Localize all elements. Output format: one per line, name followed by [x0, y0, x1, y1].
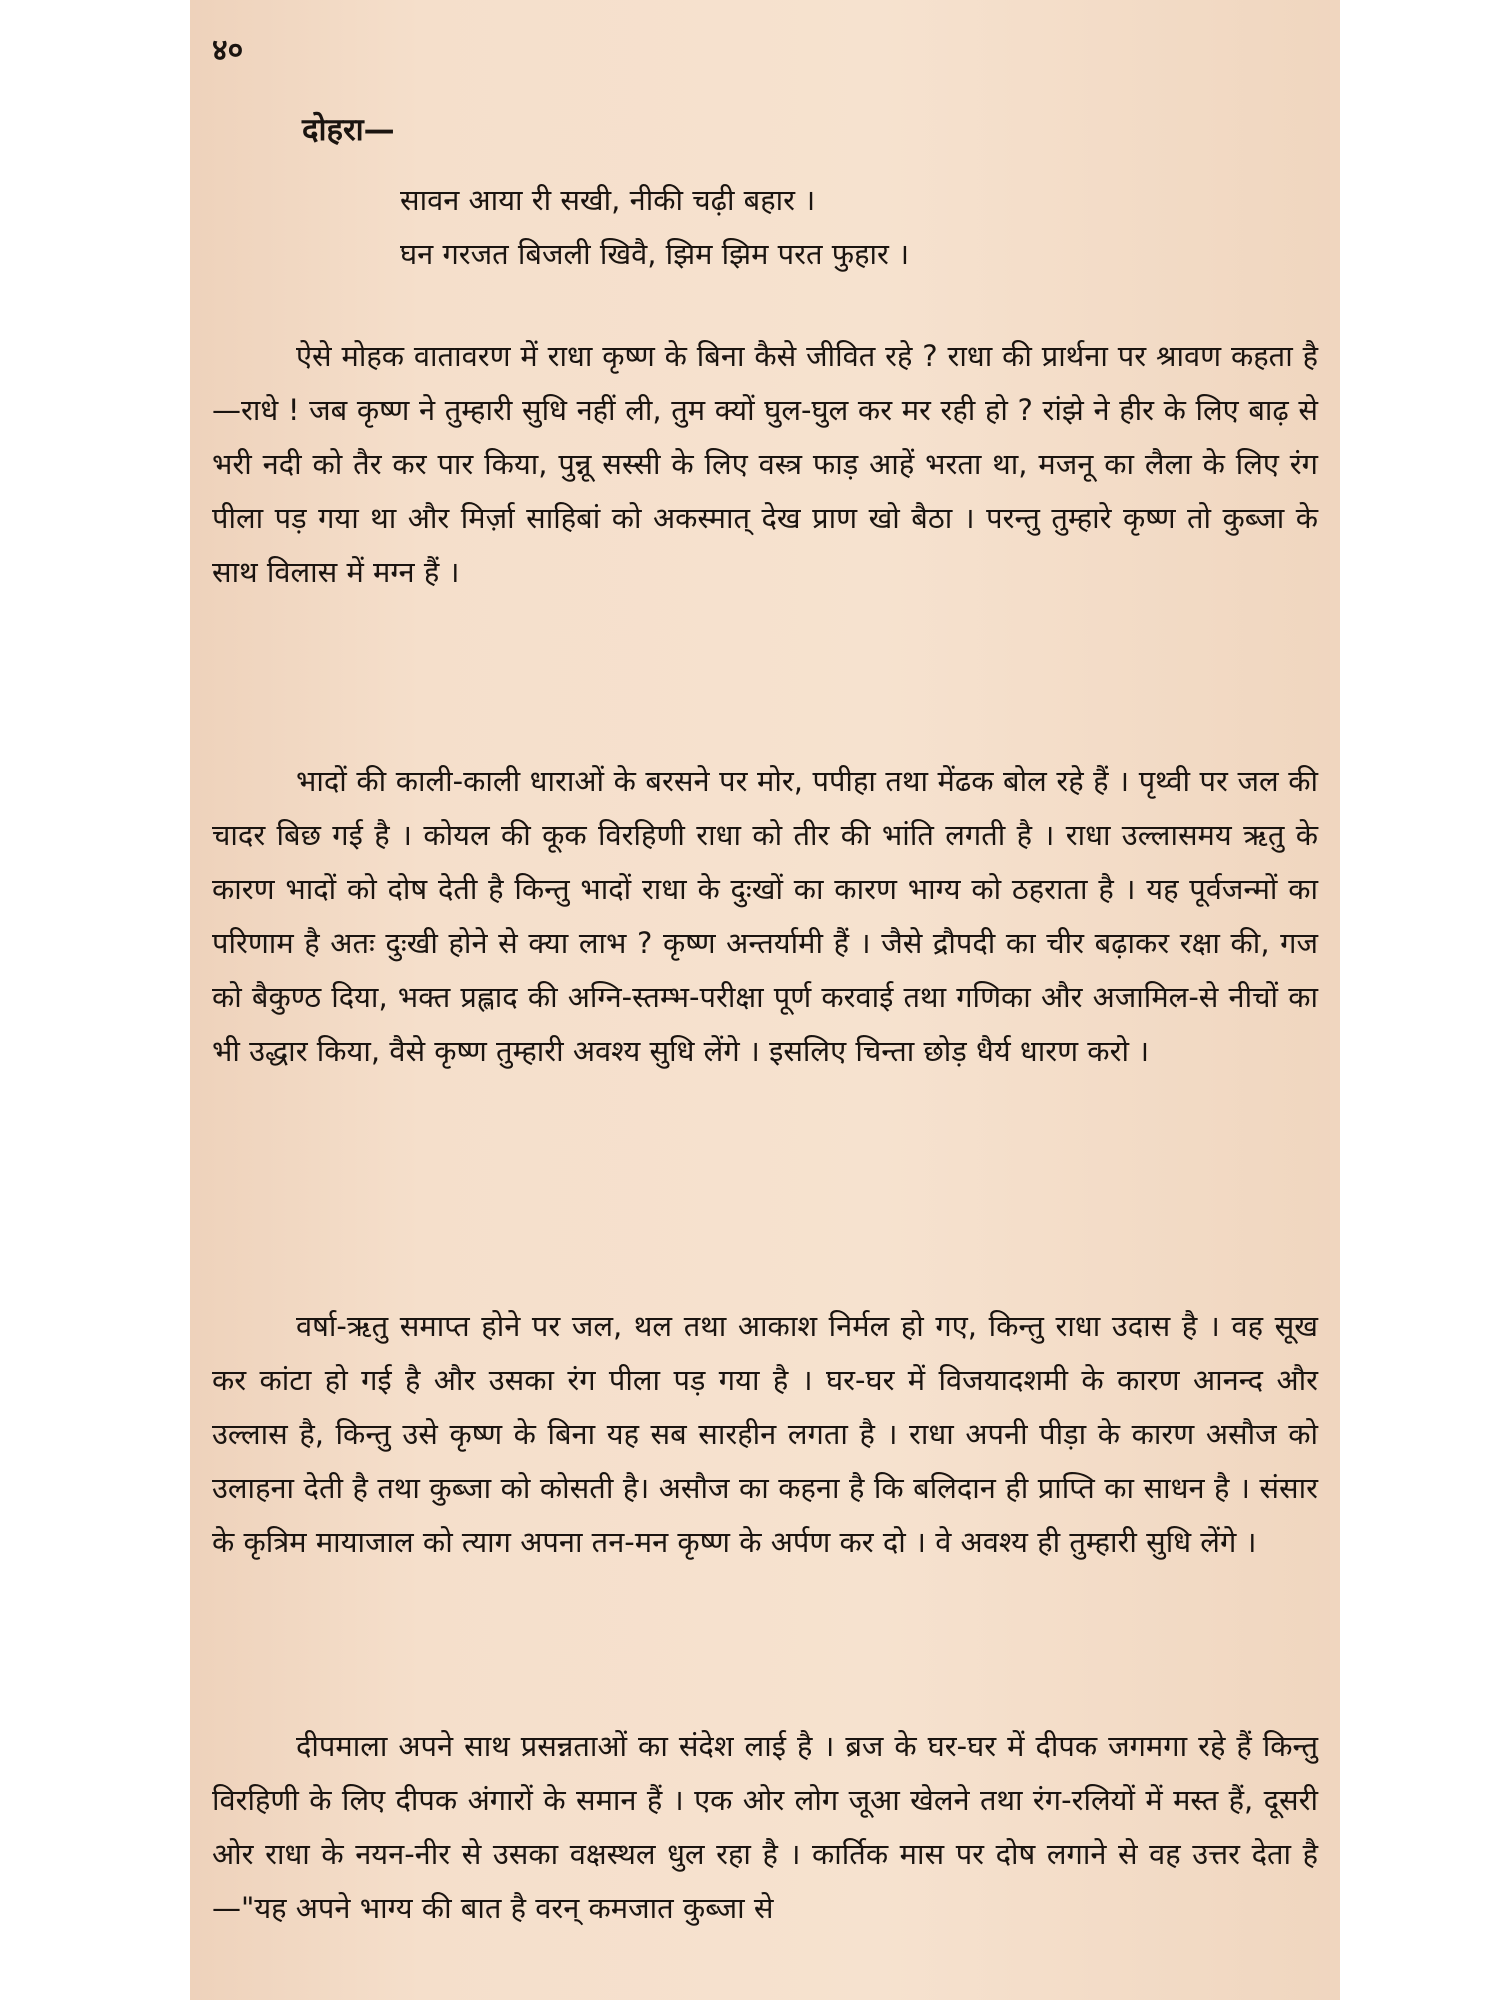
verse-line: सावन आया री सखी, नीकी चढ़ी बहार । [400, 183, 816, 217]
paragraph: ऐसे मोहक वातावरण में राधा कृष्ण के बिना कैसे जीवित रहे ? राधा की प्रार्थना पर श्रावण कहता है—राधे ! जब कृष्ण ने तुम्हारी सुधि नहीं ली, तुम क्यों घुल-घुल कर मर रही हो ? रांझे ने हीर के लिए बाढ़ से भरी नदी को तैर कर पार किया, पुन्नू सस्सी के लिए वस्त्र फाड़ आहें भरता था, मजनू का लैला के लिए रंग पीला पड़ गया था और मिर्ज़ा साहिबां को अकस्मात् देख प्राण खो बैठा । परन्तु तुम्हारे कृष्ण तो कुब्जा के साथ विलास में मग्न हैं । [212, 339, 1318, 589]
book-page [190, 0, 1340, 2000]
page-number: ४० [212, 33, 244, 68]
paragraph: भादों की काली-काली धाराओं के बरसने पर मोर, पपीहा तथा मेंढक बोल रहे हैं । पृथ्वी पर जल की चादर बिछ गई है । कोयल की कूक विरहिणी राधा को तीर की भांति लगती है । राधा उल्लासमय ऋतु के कारण भादों को दोष देती है किन्तु भादों राधा के दुःखों का कारण भाग्य को ठहराता है । यह पूर्वजन्मों का परिणाम है अतः दुःखी होने से क्या लाभ ? कृष्ण अन्तर्यामी हैं । जैसे द्रौपदी का चीर बढ़ाकर रक्षा की, गज को बैकुण्ठ दिया, भक्त प्रह्लाद की अग्नि-स्तम्भ-परीक्षा पूर्ण करवाई तथा गणिका और अजामिल-से नीचों का भी उद्धार किया, वैसे कृष्ण तुम्हारी अवश्य सुधि लेंगे । इसलिए चिन्ता छोड़ धैर्य धारण करो । [212, 764, 1318, 1068]
paragraph: दीपमाला अपने साथ प्रसन्नताओं का संदेश लाई है । ब्रज के घर-घर में दीपक जगमगा रहे हैं किन्तु विरहिणी के लिए दीपक अंगारों के समान हैं । एक ओर लोग जूआ खेलने तथा रंग-रलियों में मस्त हैं, दूसरी ओर राधा के नयन-नीर से उसका वक्षस्थल धुल रहा है । कार्तिक मास पर दोष लगाने से वह उत्तर देता है—"यह अपने भाग्य की बात है वरन् कमजात कुब्जा से [212, 1729, 1318, 1925]
verse-line: घन गरजत बिजली खिवै, झिम झिम परत फुहार । [400, 237, 910, 271]
doha-heading: दोहरा— [302, 112, 395, 148]
paragraph: वर्षा-ऋतु समाप्त होने पर जल, थल तथा आकाश निर्मल हो गए, किन्तु राधा उदास है । वह सूख कर कांटा हो गई है और उसका रंग पीला पड़ गया है । घर-घर में विजयादशमी के कारण आनन्द और उल्लास है, किन्तु उसे कृष्ण के बिना यह सब सारहीन लगता है । राधा अपनी पीड़ा के कारण असौज को उलाहना देती है तथा कुब्जा को कोसती है। असौज का कहना है कि बलिदान ही प्राप्ति का साधन है । संसार के कृत्रिम मायाजाल को त्याग अपना तन-मन कृष्ण के अर्पण कर दो । वे अवश्य ही तुम्हारी सुधि लेंगे । [212, 1309, 1318, 1559]
